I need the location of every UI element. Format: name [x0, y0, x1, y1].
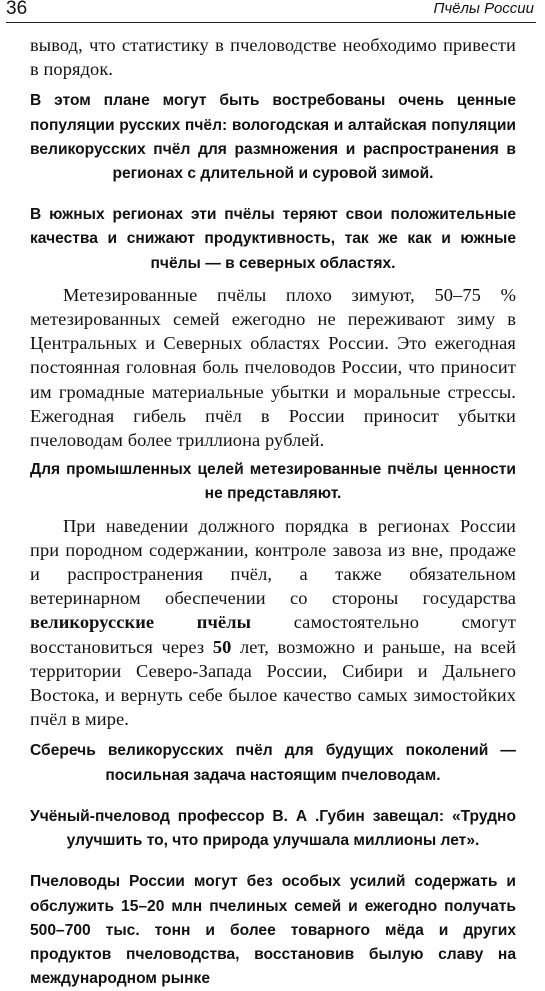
paragraph-restoration [30, 514, 516, 732]
running-title: Пчёлы России [433, 0, 534, 17]
paragraph-beekeepers-potential: Пчеловоды России могут без особых усилий содержать и обслужить 15–20 млн пчелиных семей и ежегодно получать 500–700 тыс. тонн и более товарного мёда и других продуктов пчеловодства, восстановив былую славу на международном рынке [30, 873, 516, 988]
paragraph-populations: В этом плане могут быть востребованы очень ценные популяции русских пчёл: вологодская и алтайская популяции великорусских пчёл для размножения и распространения в регионах с длительной и суровой зимой. [30, 92, 516, 183]
restoration-text-2: самостоятельно смогут восстановиться через [30, 612, 516, 657]
restoration-text-3: лет, возможно и раньше, на всей территории Северо-Запада России, Сибири и Дальнего Востока, и вернуть себе былое качество самых зимостойких пчёл в мире. [30, 636, 517, 730]
restoration-text-1: При наведении должного порядка в регионах России при породном содержании, контроле завоза из вне, продаже и распространения пчёл, а также обязательном ветеринарном обеспечении со стороны государства [30, 515, 516, 609]
paragraph-southern-regions: В южных регионах эти пчёлы теряют свои положительные качества и снижают продуктивность, так же как и южные пчёлы — в северных областях. [30, 206, 516, 272]
restoration-bold-years: 50 [212, 636, 232, 657]
restoration-bold-breed: великорусские пчёлы [30, 612, 252, 633]
paragraph-metized-bees: Метезированные пчёлы плохо зимуют, 50–75 % метезированных семей ежегодно не переживают зиму в Центральных и Северных областях России. Это ежегодная постоянная головная боль пчеловодов России, что приносит им громадные материальные убытки и моральные стрессы. Ежегодная гибель пчёл в России приносит убытки пчеловодам более триллиона рублей. [30, 284, 516, 451]
paragraph-preserve: Сберечь великорусских пчёл для будущих поколений — посильная задача настоящим пчеловодам. [30, 742, 516, 784]
paragraph-intro: вывод, что статистику в пчеловодстве необходимо привести в порядок. [30, 35, 516, 80]
paragraph-gubin-quote: Учёный-пчеловод профессор В. А .Губин завещал: «Трудно улучшить то, что природа улучшала миллионы лет». [30, 807, 516, 850]
page-number: 36 [6, 0, 28, 19]
paragraph-industrial-value: Для промышленных целей метезированные пчёлы ценности не представляют. [30, 461, 516, 503]
page-header [6, 0, 536, 23]
page-body [30, 33, 516, 991]
